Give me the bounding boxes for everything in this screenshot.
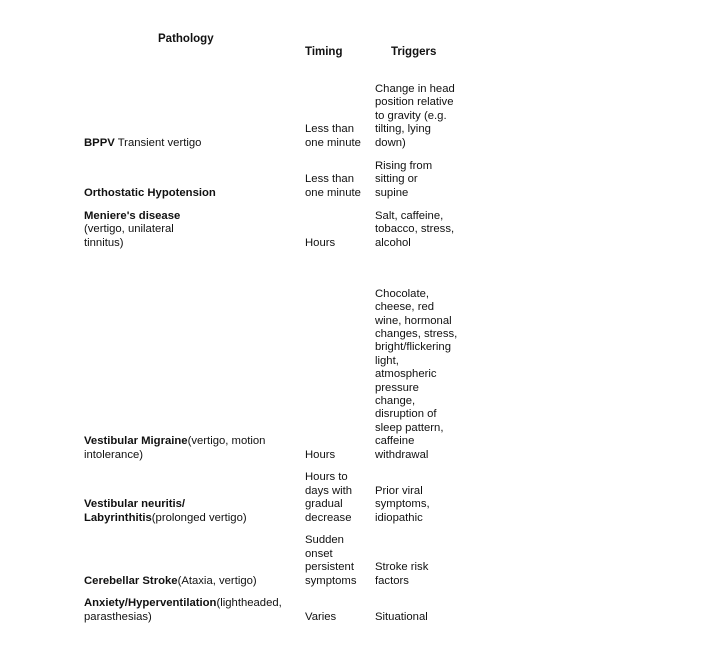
triggers-cell: Salt, caffeine, tobacco, stress, alcohol bbox=[375, 209, 455, 249]
pathology-cell bbox=[84, 597, 299, 624]
pathology-description: Transient vertigo bbox=[114, 136, 202, 149]
pathology-description: (prolonged vertigo) bbox=[151, 511, 247, 524]
pathology-cell bbox=[84, 575, 299, 588]
pathology-description: (vertigo, motion intolerance) bbox=[84, 435, 266, 461]
timing-cell: Hours to days with gradual decrease bbox=[305, 471, 353, 524]
table-row bbox=[0, 60, 713, 150]
header-pathology: Pathology bbox=[158, 33, 214, 45]
timing-cell: Less than one minute bbox=[305, 173, 361, 199]
timing-cell: Hours bbox=[305, 236, 336, 249]
timing-cell: Hours bbox=[305, 448, 336, 461]
pathology-name: Vestibular Migraine bbox=[84, 435, 188, 448]
table-row bbox=[0, 596, 713, 624]
header-timing: Timing bbox=[305, 46, 343, 58]
pathology-name: Vestibular neuritis/ Labyrinthitis bbox=[84, 498, 186, 524]
header-triggers: Triggers bbox=[391, 46, 437, 58]
pathology-cell bbox=[84, 137, 284, 150]
pathology-name: BPPV bbox=[84, 136, 115, 149]
triggers-cell: Stroke risk factors bbox=[375, 561, 429, 587]
triggers-cell: Rising from sitting or supine bbox=[375, 159, 433, 199]
pathology-name: Orthostatic Hypotension bbox=[84, 186, 216, 199]
triggers-cell: Change in head position relative to gravity (e.g. tilting, lying down) bbox=[375, 82, 455, 149]
pathology-cell bbox=[84, 498, 264, 525]
pathology-name: Anxiety/Hyperventilation bbox=[84, 597, 217, 610]
pathology-cell bbox=[84, 187, 299, 200]
pathology-cell bbox=[84, 435, 284, 462]
table-row bbox=[0, 258, 713, 462]
timing-cell: Less than one minute bbox=[305, 123, 361, 149]
triggers-cell: Prior viral symptoms, idiopathic bbox=[375, 484, 430, 524]
timing-cell: Varies bbox=[305, 610, 337, 623]
pathology-cell bbox=[84, 210, 194, 250]
pathology-name: Meniere's disease bbox=[84, 209, 181, 222]
table-row bbox=[0, 470, 713, 525]
triggers-cell: Situational bbox=[375, 610, 428, 623]
pathology-name: Cerebellar Stroke bbox=[84, 574, 178, 587]
table-row bbox=[0, 206, 713, 250]
pathology-description: (lightheaded, parasthesias) bbox=[84, 597, 282, 623]
triggers-cell: Chocolate, cheese, red wine, hormonal changes, stress, bright/flickering light, atmospheric pressure change, disruption of sleep pattern, caffeine withdrawal bbox=[375, 287, 458, 461]
table-row bbox=[0, 533, 713, 588]
table-row bbox=[0, 155, 713, 200]
timing-cell: Sudden onset persistent symptoms bbox=[305, 534, 357, 587]
pathology-description: (vertigo, unilateral tinnitus) bbox=[84, 223, 174, 249]
pathology-description: (Ataxia, vertigo) bbox=[177, 574, 257, 587]
